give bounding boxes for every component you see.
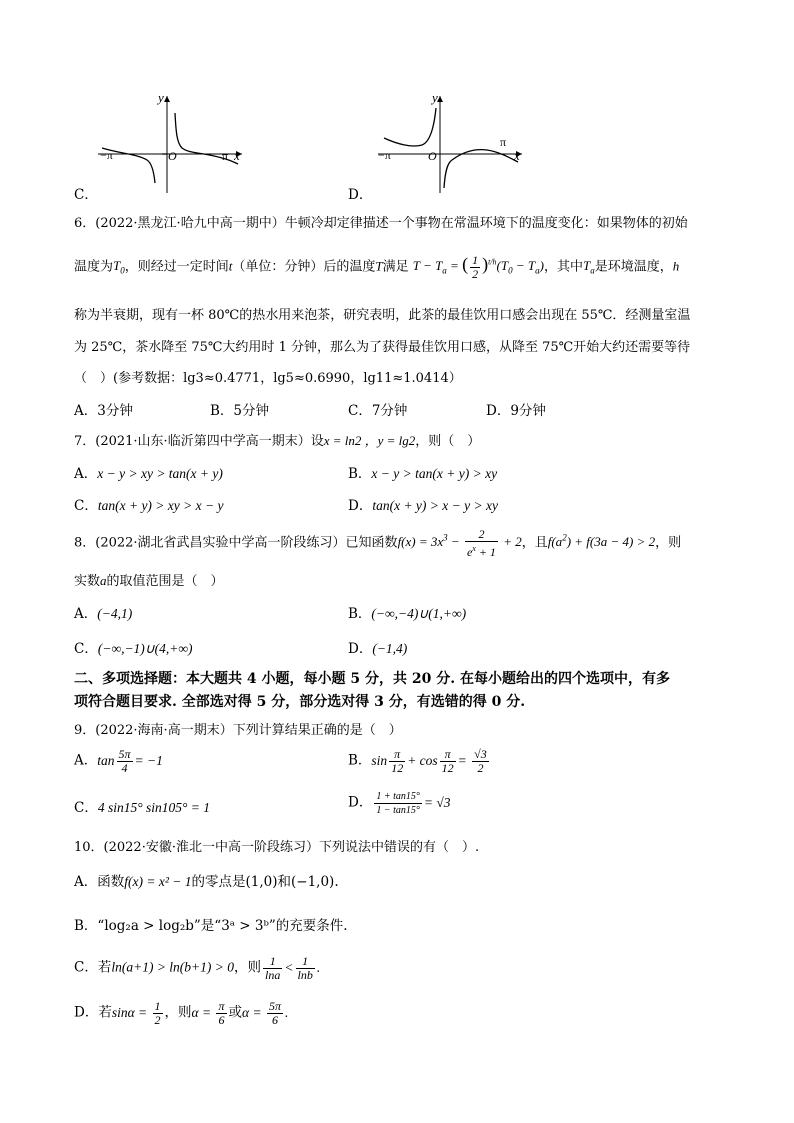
q6-line5: （ ）(参考数据：lg3≈0.4771，lg5≈0.6990，lg11≈1.0414） <box>74 371 462 386</box>
q6-line2-b: ，则经过一定时间 <box>124 259 229 275</box>
graph-c-pi: π <box>222 149 229 163</box>
q7-option-b[interactable]: B．x − y > tan(x + y) > xy <box>348 466 498 482</box>
q6-option-b[interactable]: B．5分钟 <box>210 403 270 419</box>
q6-option-c[interactable]: C．7分钟 <box>348 403 408 419</box>
q10-option-a[interactable]: A．函数f(x) = x² − 1的零点是(1,0)和(−1,0). <box>74 874 339 890</box>
q8-option-c[interactable]: C．(−∞,−1)∪(4,+∞) <box>74 641 193 657</box>
q6-line2-c: （单位：分钟）后的温度 <box>232 259 376 275</box>
graph-d-origin: O <box>428 149 437 163</box>
graph-d-neg-pi: −π <box>378 148 391 162</box>
q6-line2-e: ，其中 <box>543 259 583 275</box>
q8-option-b[interactable]: B．(−∞,−4)∪(1,+∞) <box>348 606 467 622</box>
q9-option-c[interactable]: C．4 sin15° sin105° = 1 <box>74 800 211 816</box>
section2-header-line2: 项符合题目要求. 全部选对得 5 分，部分选对得 3 分，有选错的得 0 分. <box>74 694 526 710</box>
q6-line3: 称为半衰期，现有一杯 80℃的热水用来泡茶，研究表明，此茶的最佳饮用口感会出现在 55℃．经测量室温 <box>74 308 691 323</box>
graph-d-x-label: x <box>514 148 520 163</box>
q6-formula: $T - T_a$ = ( $\frac{1}{2}$ )$^{t/h}(T_0 - T_a)$ <box>412 253 544 281</box>
q6-line2: 温度为$T_0$，则经过一定时间t（单位：分钟）后的温度T满足 $T - T_a$ = ( $\frac{1}{2}$ )$^{t/h}(T_0 - T_a)$，其中$T_a$是环境温度，h <box>74 253 680 281</box>
graph-c-x-label: x <box>234 148 240 163</box>
q9-option-b[interactable]: B．sin $\frac{\pi}{12}$ + cos $\frac{\pi}{12}$ = $\frac{√3}{2}$ <box>348 747 487 775</box>
q7-option-d[interactable]: D．tan(x + y) > x − y > xy <box>348 498 498 514</box>
graph-option-d <box>372 88 532 198</box>
q8-stem: 8．(2022·湖北省武昌实验中学高一阶段练习）已知函数$f(x) = 3x^3$ − $\frac{2}{e^x + 1}$ + 2，且$f(a^2) + f(3a - 4) > 2$，则 <box>74 527 682 559</box>
q7-option-a[interactable]: A．x − y > xy > tan(x + y) <box>74 466 223 482</box>
q6-line2-f: 是环境温度， <box>594 259 673 275</box>
q8-option-d[interactable]: D．(−1,4) <box>348 641 408 657</box>
option-c-label: C． <box>74 187 98 203</box>
q7-option-c[interactable]: C．tan(x + y) > xy > x − y <box>74 498 224 514</box>
q8-condition: $f(a^2) + f(3a - 4) > 2$ <box>547 533 656 550</box>
q6-option-d[interactable]: D．9分钟 <box>486 403 546 419</box>
section2-header-line1: 二、多项选择题：本大题共 4 小题，每小题 5 分，共 20 分. 在每小题给出的四个选项中，有多 <box>74 671 670 687</box>
graph-option-c <box>92 88 252 198</box>
graph-c-neg-pi: −π <box>100 148 113 162</box>
q8-line2: 实数a的取值范围是（ ） <box>74 573 224 589</box>
q9-option-a[interactable]: A．tan $\frac{5\pi}{4}$ = −1 <box>74 747 163 775</box>
q9-stem: 9．(2022·海南·高一期末）下列计算结果正确的是（ ） <box>74 723 402 738</box>
q6-line4: 为 25℃，茶水降至 75℃大约用时 1 分钟，那么为了获得最佳饮用口感，从降至 75℃开始大约还需要等待 <box>74 340 691 355</box>
q6-line1: 6．(2022·黑龙江·哈九中高一期中）牛顿冷却定律描述一个事物在常温环境下的温度变化：如果物体的初始 <box>74 216 688 231</box>
q6-line2-d: 满足 <box>382 259 409 275</box>
q6-option-a[interactable]: A．3分钟 <box>74 403 133 419</box>
graph-d-pi: π <box>500 135 507 149</box>
option-d-label: D． <box>348 187 373 203</box>
q9-option-d[interactable]: D． $\frac{1 + \tan 15^\circ}{1 - \tan 15^\circ}$ = √3 <box>348 791 451 816</box>
graph-c-origin: O <box>168 149 177 163</box>
q10-option-c[interactable]: C．若ln(a+1) > ln(b+1) > 0，则 $\frac{1}{\ln a}$ < $\frac{1}{\ln b}$ . <box>74 954 321 982</box>
graph-d-y-label: y <box>432 90 438 105</box>
q7-stem: 7．(2021·山东·临沂第四中学高一期末）设x = ln2 ，y = lg2，则（ ） <box>74 433 481 449</box>
q6-t0: $T_0$ <box>113 258 125 277</box>
q8-function: $f(x) = 3x^3$ − $\frac{2}{e^x + 1}$ + 2 <box>397 527 522 559</box>
q10-option-b[interactable]: B．“log₂a > log₂b”是“3ᵃ > 3ᵇ”的充要条件. <box>74 918 348 934</box>
graph-c-y-label: y <box>158 90 164 105</box>
q10-stem: 10．(2022·安徽·淮北一中高一阶段练习）下列说法中错误的有（ ）. <box>74 840 480 855</box>
q8-option-a[interactable]: A．(−4,1) <box>74 606 133 622</box>
q6-line2-a: 温度为 <box>74 259 114 275</box>
q10-option-d[interactable]: D．若sinα = $\frac{1}{2}$ ，则α = $\frac{\pi}{6}$ 或α = $\frac{5\pi}{6}$ . <box>74 999 289 1027</box>
